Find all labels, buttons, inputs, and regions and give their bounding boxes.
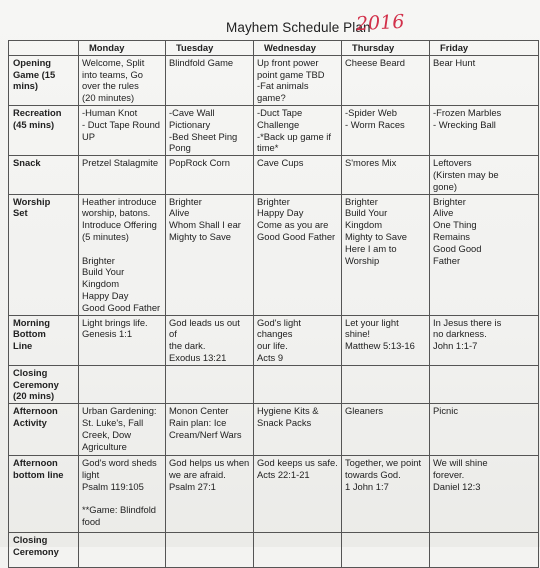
table-cell: We will shine forever. Daniel 12:3 — [430, 456, 539, 533]
table-row — [9, 156, 539, 194]
table-cell: God keeps us safe. Acts 22:1-21 — [254, 456, 342, 533]
table-cell: S'mores Mix — [342, 156, 430, 194]
table-cell: Up front power point game TBD -Fat animals game? — [254, 55, 342, 105]
table-cell: Cheese Beard — [342, 55, 430, 105]
column-header-thursday: Thursday — [342, 41, 430, 56]
row-label: Closing Ceremony — [9, 533, 79, 568]
table-row — [9, 404, 539, 456]
table-cell: -Cave Wall Pictionary -Bed Sheet Ping Pong — [166, 105, 254, 155]
table-cell: Hygiene Kits & Snack Packs — [254, 404, 342, 456]
table-cell: Cave Cups — [254, 156, 342, 194]
column-header-friday: Friday — [430, 41, 539, 56]
table-cell: Pretzel Stalagmite — [79, 156, 166, 194]
table-cell: Brighter Alive Whom Shall I ear Mighty to Save — [166, 194, 254, 315]
table-cell — [254, 365, 342, 403]
table-cell: Monon Center Rain plan: Ice Cream/Nerf Wars — [166, 404, 254, 456]
row-label: Morning Bottom Line — [9, 315, 79, 365]
title-row — [0, 12, 540, 40]
table-cell: Brighter Happy Day Come as you are Good Good Father — [254, 194, 342, 315]
table-row — [9, 315, 539, 365]
table-cell — [342, 533, 430, 568]
table-cell — [166, 533, 254, 568]
table-cell: Let your light shine! Matthew 5:13-16 — [342, 315, 430, 365]
table-cell: God's word sheds light Psalm 119:105 **Game: Blindfold food — [79, 456, 166, 533]
table-row — [9, 105, 539, 155]
table-cell: Heather introduce worship, batons. Introduce Offering (5 minutes) Brighter Build Your Kingdom Happy Day Good Good Father — [79, 194, 166, 315]
table-cell: God's light changes our life. Acts 9 — [254, 315, 342, 365]
table-cell: -Spider Web - Worm Races — [342, 105, 430, 155]
row-label: Afternoon Activity — [9, 404, 79, 456]
row-label: Opening Game (15 mins) — [9, 55, 79, 105]
table-cell: -Human Knot - Duct Tape Round UP — [79, 105, 166, 155]
table-row — [9, 55, 539, 105]
schedule-table — [8, 40, 539, 568]
table-cell — [430, 533, 539, 568]
table-cell: In Jesus there is no darkness. John 1:1-7 — [430, 315, 539, 365]
table-cell: Light brings life. Genesis 1:1 — [79, 315, 166, 365]
table-cell: God leads us out of the dark. Exodus 13:21 — [166, 315, 254, 365]
column-header — [9, 41, 79, 56]
table-row — [9, 194, 539, 315]
column-header-wednesday: Wednesday — [254, 41, 342, 56]
table-cell: Leftovers (Kirsten may be gone) — [430, 156, 539, 194]
table-cell — [79, 365, 166, 403]
table-cell: Brighter Build Your Kingdom Mighty to Save Here I am to Worship — [342, 194, 430, 315]
table-cell: -Duct Tape Challenge -*Back up game if time* — [254, 105, 342, 155]
table-cell: Together, we point towards God. 1 John 1:7 — [342, 456, 430, 533]
table-cell — [430, 365, 539, 403]
table-cell: Bear Hunt — [430, 55, 539, 105]
table-cell — [342, 365, 430, 403]
table-cell: Brighter Alive One Thing Remains Good Good Father — [430, 194, 539, 315]
row-label: Snack — [9, 156, 79, 194]
table-cell: God helps us when we are afraid. Psalm 27:1 — [166, 456, 254, 533]
table-cell: -Frozen Marbles - Wrecking Ball — [430, 105, 539, 155]
table-cell — [79, 533, 166, 568]
row-label: Worship Set — [9, 194, 79, 315]
table-cell: Welcome, Split into teams, Go over the rules (20 minutes) — [79, 55, 166, 105]
table-cell: Blindfold Game — [166, 55, 254, 105]
table-cell: PopRock Corn — [166, 156, 254, 194]
column-header-tuesday: Tuesday — [166, 41, 254, 56]
column-header-monday: Monday — [79, 41, 166, 56]
table-row — [9, 533, 539, 568]
year-annotation: 2016 — [355, 10, 405, 36]
row-label: Recreation (45 mins) — [9, 105, 79, 155]
row-label: Closing Ceremony (20 mins) — [9, 365, 79, 403]
header-row — [9, 41, 539, 56]
table-cell: Urban Gardening: St. Luke's, Fall Creek, Dow Agriculture — [79, 404, 166, 456]
table-cell: Gleaners — [342, 404, 430, 456]
table-cell — [254, 533, 342, 568]
page-title: Mayhem Schedule Plan — [226, 20, 371, 35]
table-cell — [166, 365, 254, 403]
table-cell: Picnic — [430, 404, 539, 456]
row-label: Afternoon bottom line — [9, 456, 79, 533]
table-row — [9, 456, 539, 533]
table-row — [9, 365, 539, 403]
